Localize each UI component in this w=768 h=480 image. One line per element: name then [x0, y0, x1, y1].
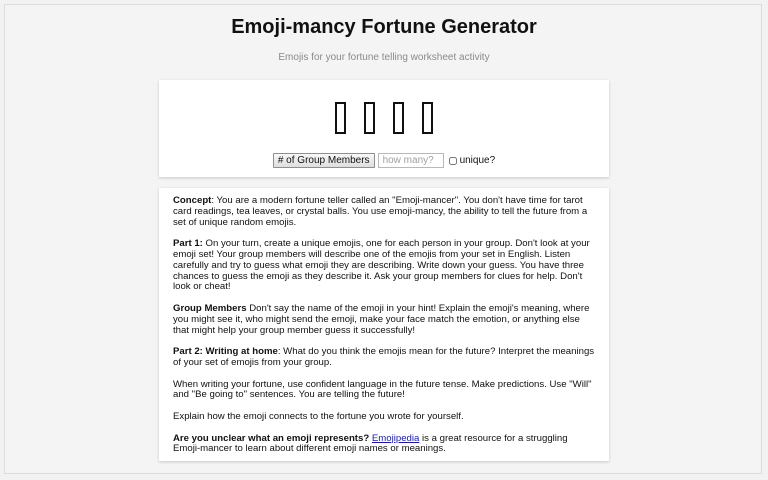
part1-text: On your turn, create a unique emojis, one for each person in your group. Don't look at your emoji set! Your group members will describe one of the emojis from your set in English. Listen carefully and try to guess what emoji they are describing. Write down your guess. You have three chances to guess the emoji as they describe it. Ask your group members for clues for help. Don't look or cheat!: [173, 238, 590, 293]
generator-controls: [159, 153, 609, 168]
emojipedia-link[interactable]: Emojipedia: [371, 432, 420, 444]
unclear-text: is a great resource for a struggling Emoji-mancer to learn about different emoji names or meanings.: [173, 432, 568, 455]
emoji-display: [159, 94, 609, 138]
writing-tip-paragraph: When writing your fortune, use confident language in the future tense. Make predictions. Use "Will" and "Be going to" sentences. You are telling the future!: [173, 378, 592, 401]
unique-checkbox[interactable]: [449, 157, 457, 165]
part2-heading: Part 2: Writing at home: [173, 346, 278, 358]
explain-paragraph: Explain how the emoji connects to the fortune you wrote for yourself.: [173, 410, 464, 422]
unclear-heading: Are you unclear what an emoji represents?: [173, 432, 370, 444]
concept-paragraph: [173, 196, 595, 228]
group-members-heading: Group Members: [173, 302, 247, 314]
page-subtitle: Emojis for your fortune telling worksheet activity: [278, 52, 490, 63]
emoji-slot-2: [364, 102, 375, 134]
part1-heading: Part 1:: [173, 238, 203, 250]
group-members-text: Don't say the name of the emoji in your hint! Explain the emoji's meaning, where you might see it, who might send the emoji, make your face match the emotion, or anything else that might help your group member guess it successfully!: [173, 302, 590, 336]
emoji-slot-1: [335, 102, 346, 134]
group-members-paragraph: [173, 304, 595, 336]
unclear-paragraph: [173, 434, 595, 456]
concept-heading: Concept: [173, 195, 212, 206]
group-count-input[interactable]: [378, 153, 444, 168]
concept-text: : You are a modern fortune teller called an "Emoji-mancer". You don't have time for tarot card readings, tea leaves, or crystal balls. You use emoji-mancy, the ability to tell the future from a set of unique random emojis.: [173, 195, 588, 228]
instructions-card: [159, 188, 609, 461]
part2-text: : What do you think the emojis mean for the future? Interpret the meanings of your set of emojis from your group.: [173, 346, 595, 368]
unique-label: unique?: [459, 155, 496, 166]
emoji-generator-card: [159, 80, 609, 177]
emoji-slot-4: [422, 102, 433, 134]
part1-paragraph: [173, 239, 595, 293]
group-members-button[interactable]: # of Group Members: [273, 153, 375, 168]
part2-paragraph: [173, 347, 595, 369]
page-title: Emoji-mancy Fortune Generator: [231, 16, 537, 38]
emoji-slot-3: [393, 102, 404, 134]
